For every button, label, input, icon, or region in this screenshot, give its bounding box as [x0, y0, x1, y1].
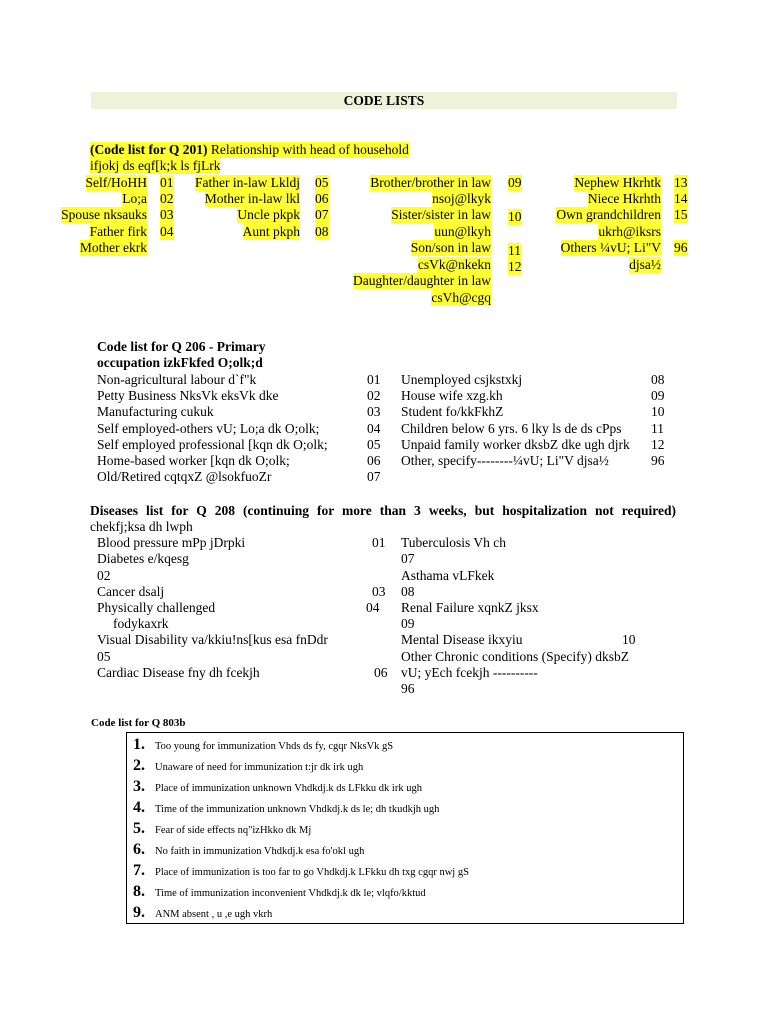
- q201-col2-code: 08: [315, 224, 329, 239]
- list-item: [133, 883, 426, 901]
- q208-code: 10: [622, 632, 636, 647]
- q206-item-code: 07: [367, 469, 381, 484]
- item-number: 9.: [133, 904, 145, 921]
- q201-col1-label: Lo;a: [122, 191, 147, 206]
- q803b-heading: Code list for Q 803b: [91, 717, 186, 729]
- page-title: CODE LISTS: [91, 92, 677, 109]
- item-number: 5.: [133, 820, 145, 837]
- q201-col4-label: djsa½: [629, 257, 661, 272]
- q201-col3-label: Brother/brother in law: [370, 175, 491, 190]
- q201-col3-code: 12: [508, 259, 522, 274]
- q201-col1-label: Spouse nksauks: [61, 207, 147, 222]
- q201-col3-label: uun@lkyh: [434, 224, 491, 239]
- list-item: [133, 736, 393, 754]
- q206-item-code: 08: [651, 372, 665, 387]
- item-number: 6.: [133, 841, 145, 858]
- item-text: Fear of side effects nq"izHkko dk Mj: [155, 825, 312, 836]
- q208-line: Asthama vLFkek: [401, 568, 495, 583]
- q206-item-code: 09: [651, 388, 665, 403]
- q206-item-code: 11: [651, 421, 664, 436]
- q201-col2-code: 06: [315, 191, 329, 206]
- q201-col4-code: 96: [674, 240, 688, 255]
- q208-line: Renal Failure xqnkZ jksx: [401, 600, 539, 615]
- q206-item-code: 05: [367, 437, 381, 452]
- q208-code: 03: [372, 584, 386, 599]
- q208-code: 04: [366, 600, 380, 615]
- item-number: 4.: [133, 799, 145, 816]
- item-text: No faith in immunization Vhdkdj.k esa fo'okl ugh: [155, 846, 365, 857]
- q208-heading-hindi: chekfj;ksa dh lwph: [90, 519, 193, 534]
- item-number: 2.: [133, 757, 145, 774]
- q201-heading-hindi: ifjokj ds eqf[k;k ls fjLrk: [90, 158, 221, 173]
- q208-line: 05: [97, 649, 111, 664]
- q206-item-code: 02: [367, 388, 381, 403]
- q201-col1-code: 02: [160, 191, 174, 206]
- q206-item-code: 12: [651, 437, 665, 452]
- q208-heading: Diseases list for Q 208 (continuing for more than 3 weeks, but hospitalization not required): [90, 503, 676, 518]
- q201-col2-label: Uncle pkpk: [237, 207, 300, 222]
- q206-item-label: Other, specify--------¼vU; Li"V djsa½: [401, 453, 609, 468]
- list-item: [133, 778, 422, 796]
- q201-col1-code: 04: [160, 224, 174, 239]
- item-text: ANM absent , u ,e ugh vkrh: [155, 909, 273, 920]
- q206-item-code: 10: [651, 404, 665, 419]
- q201-col4-code: 14: [674, 191, 688, 206]
- list-item: [133, 820, 311, 838]
- q208-line: Blood pressure mPp jDrpki: [97, 535, 246, 550]
- q201-col4-label: Others ¼vU; Li"V: [560, 240, 661, 255]
- q201-col2-code: 05: [315, 175, 329, 190]
- q208-line: Physically challenged: [97, 600, 216, 615]
- q208-code: 06: [374, 665, 388, 680]
- q201-col3-label: csVk@nkekn: [417, 257, 491, 272]
- q206-item-label: Self employed professional [kqn dk O;olk;: [97, 437, 328, 452]
- list-item: [133, 862, 469, 880]
- q201-col4-label: Nephew Hkrhtk: [574, 175, 661, 190]
- item-text: Place of immunization is too far to go Vhdkdj.k LFkku dh txg cgqr nwj gS: [155, 867, 469, 878]
- q206-item-label: Manufacturing cukuk: [97, 404, 214, 419]
- q201-col3-label: Son/son in law: [410, 240, 491, 255]
- q206-item-label: Home-based worker [kqn dk O;olk;: [97, 453, 290, 468]
- q201-col2-label: Aunt pkph: [242, 224, 300, 239]
- q201-col4-code: 15: [674, 207, 688, 222]
- q208-line: Cardiac Disease fny dh fcekjh: [97, 665, 260, 680]
- q201-col3-code: 10: [508, 209, 522, 224]
- item-text: Place of immunization unknown Vhdkdj.k ds LFkku dk irk ugh: [155, 783, 422, 794]
- list-item: [133, 904, 272, 922]
- list-item: [133, 757, 363, 775]
- q201-heading: [90, 142, 409, 158]
- item-text: Too young for immunization Vhds ds fy, cgqr NksVk gS: [155, 741, 394, 752]
- q201-col4-label: Own grandchildren: [556, 207, 661, 222]
- item-text: Time of the immunization unknown Vhdkdj.k ds le; dh tkudkjh ugh: [155, 804, 440, 815]
- q206-item-code: 06: [367, 453, 381, 468]
- q206-item-label: Children below 6 yrs. 6 lky ls de ds cPps: [401, 421, 622, 436]
- q206-item-label: House wife xzg.kh: [401, 388, 503, 403]
- q208-line: 96: [401, 681, 415, 696]
- q206-heading-line1: Code list for Q 206 - Primary: [97, 339, 266, 354]
- q208-line: Cancer dsalj: [97, 584, 165, 599]
- item-number: 7.: [133, 862, 145, 879]
- list-item: [133, 799, 439, 817]
- q208-line: vU; yEch fcekjh ----------: [401, 665, 538, 680]
- q208-line: fodykaxrk: [113, 616, 169, 631]
- q201-col4-label: ukrh@iksrs: [598, 224, 661, 239]
- q206-item-label: Unpaid family worker dksbZ dke ugh djrk: [401, 437, 630, 452]
- q208-line: 08: [401, 584, 415, 599]
- q803b-code-box: [126, 732, 684, 924]
- q208-line: Tuberculosis Vh ch: [401, 535, 507, 550]
- q208-line: Visual Disability va/kkiu!ns[kus esa fnDdr: [97, 632, 328, 647]
- q201-col2-code: 07: [315, 207, 329, 222]
- q206-item-label: Self employed-others vU; Lo;a dk O;olk;: [97, 421, 320, 436]
- q206-item-label: Unemployed csjkstxkj: [401, 372, 523, 387]
- q206-item-code: 03: [367, 404, 381, 419]
- q206-heading-line2: occupation izkFkfed O;olk;d: [97, 355, 263, 370]
- q201-col4-label: Niece Hkrhth: [587, 191, 661, 206]
- q208-line: Mental Disease ikxyiu: [401, 632, 523, 647]
- item-text: Unaware of need for immunization t:jr dk irk ugh: [155, 762, 364, 773]
- q208-line: Other Chronic conditions (Specify) dksbZ: [401, 649, 629, 664]
- q208-line: 09: [401, 616, 415, 631]
- q201-col2-label: Father in-law Lkldj: [195, 175, 300, 190]
- item-number: 3.: [133, 778, 145, 795]
- q201-col3-label: nsoj@lkyk: [432, 191, 491, 206]
- q201-col4-code: 13: [674, 175, 688, 190]
- q206-item-code: 96: [651, 453, 665, 468]
- item-number: 8.: [133, 883, 145, 900]
- q201-col1-label: Mother ekrk: [79, 240, 147, 255]
- q201-col3-label: csVh@cgq: [431, 290, 491, 305]
- q208-line: 02: [97, 568, 111, 583]
- q206-item-label: Petty Business NksVk eksVk dke: [97, 388, 279, 403]
- item-number: 1.: [133, 736, 145, 753]
- item-text: Time of immunization inconvenient Vhdkdj.k dk le; vlqfo/kktud: [155, 888, 426, 899]
- q201-col3-label: Daughter/daughter in law: [353, 273, 491, 288]
- q201-col2-label: Mother in-law lkl: [204, 191, 300, 206]
- q206-item-label: Student fo/kkFkhZ: [401, 404, 504, 419]
- q206-item-code: 04: [367, 421, 381, 436]
- list-item: [133, 841, 364, 859]
- q201-heading-bold: (Code list for Q 201): [90, 142, 208, 157]
- q201-col1-code: 01: [160, 175, 174, 190]
- q201-col3-label: Sister/sister in law: [391, 207, 491, 222]
- q201-col3-code: 09: [508, 175, 522, 190]
- q201-col1-label: Father firk: [89, 224, 147, 239]
- q208-line: Diabetes e/kqesg: [97, 551, 189, 566]
- q201-col1-label: Self/HoHH: [85, 175, 147, 190]
- q206-item-label: Non-agricultural labour d`f"k: [97, 372, 257, 387]
- q208-line: 07: [401, 551, 415, 566]
- q206-item-code: 01: [367, 372, 381, 387]
- q201-heading-rest: Relationship with head of household: [207, 142, 409, 157]
- q206-item-label: Old/Retired cqtqxZ @lsokfuoZr: [97, 469, 272, 484]
- q201-col3-code: 11: [508, 243, 521, 258]
- q208-code: 01: [372, 535, 386, 550]
- q201-col1-code: 03: [160, 207, 174, 222]
